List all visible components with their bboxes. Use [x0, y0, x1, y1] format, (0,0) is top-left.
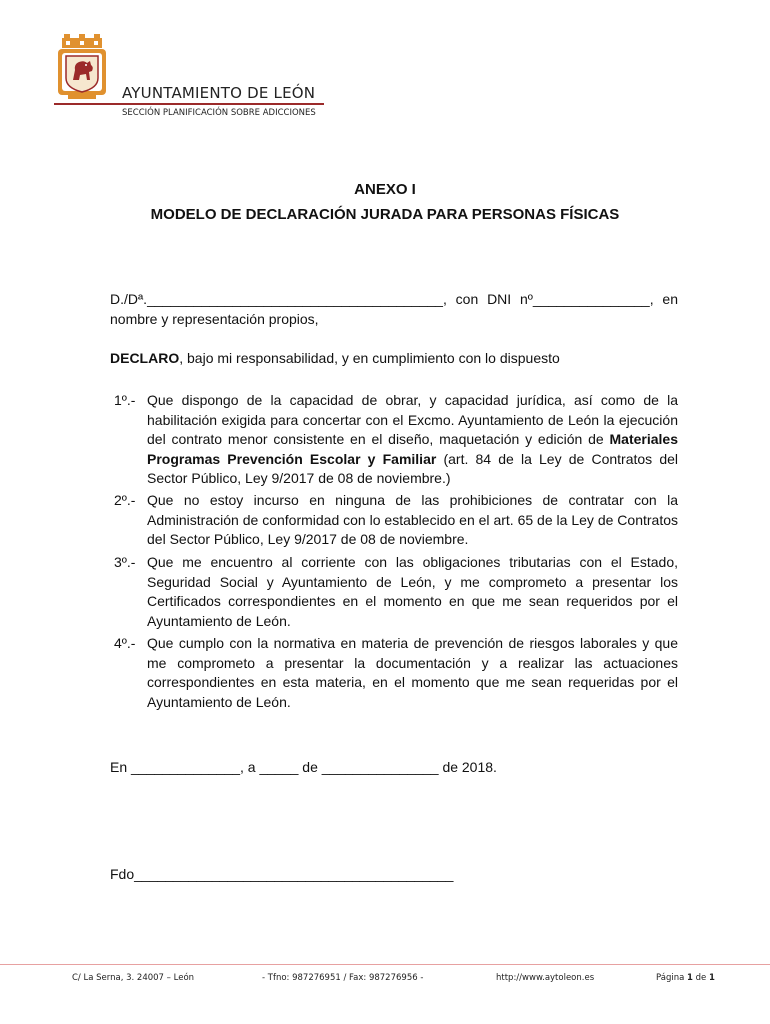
- page-current: 1: [687, 973, 693, 983]
- letterhead: [54, 34, 334, 124]
- footer-address: C/ La Serna, 3. 24007 – León: [72, 973, 195, 983]
- page-label: Página: [656, 973, 685, 983]
- page-total: 1: [708, 973, 715, 983]
- intro-suffix: , en nombre y representación propios,: [110, 291, 678, 327]
- item-number: 3º.-: [114, 554, 136, 570]
- footer-phone: - Tfno: 987276951 / Fax: 987276956 -: [262, 973, 424, 983]
- declaration-item: [110, 491, 678, 550]
- footer-website: http://www.aytoleon.es: [496, 973, 595, 983]
- signature-line: Fdo_________________________________________: [110, 866, 454, 882]
- date-place-line: En ______________, a _____ de _______________ de 2018.: [110, 759, 497, 775]
- declarant-intro: [110, 290, 678, 329]
- page-number: [656, 973, 715, 983]
- letterhead-divider: [54, 103, 324, 105]
- dni-blank: _______________: [532, 291, 650, 307]
- declarant-prefix: D./Dª.: [110, 291, 148, 307]
- footer-divider: [0, 964, 770, 965]
- item-text: Que no estoy incurso en ninguna de las prohibiciones de contratar con la Administración de conformidad con lo establecido en el art. 65 de la Ley de Contratos del Sector Público, Ley 9/2017 de 08 de noviembre.: [147, 492, 678, 547]
- leon-coat-of-arms-icon: [54, 34, 110, 102]
- item-number: 2º.-: [114, 492, 136, 508]
- name-blank: ______________________________________: [147, 291, 443, 307]
- item-text: [147, 391, 678, 489]
- declaro-keyword: DECLARO: [110, 350, 180, 366]
- item-number: 4º.-: [114, 635, 136, 651]
- document-title: MODELO DE DECLARACIÓN JURADA PARA PERSONAS FÍSICAS: [150, 206, 620, 223]
- annex-title: ANEXO I: [354, 181, 416, 198]
- item-text: Que me encuentro al corriente con las obligaciones tributarias con el Estado, Seguridad Social y Ayuntamiento de León, y me comprometo a presentar los Certificados correspondientes en el momento en que me sean requeridos por el Ayuntamiento de León.: [147, 554, 678, 629]
- organization-section: SECCIÓN PLANIFICACIÓN SOBRE ADICCIONES: [122, 108, 316, 118]
- item-text: Que cumplo con la normativa en materia de prevención de riesgos laborales y que me comprometo a presentar la documentación y a realizar las actuaciones correspondientes en esta materia, en el momento que me sean requeridas por el Ayuntamiento de León.: [147, 635, 678, 710]
- declaration-statement: [110, 349, 678, 369]
- organization-name: AYUNTAMIENTO DE LEÓN: [122, 84, 316, 102]
- declaration-item: [110, 553, 678, 631]
- page-of: de: [695, 973, 707, 983]
- dni-label: , con DNI nº: [442, 291, 533, 307]
- item-text-part: Que dispongo de la capacidad de obrar, y capacidad jurídica, así como de la habilitación exigida para concertar con el Excmo. Ayuntamiento de León la ejecución del contrato menor consistente en el diseño, maquetación y edición de: [147, 392, 678, 447]
- declaro-text: , bajo mi responsabilidad, y en cumplimiento con lo dispuesto: [179, 350, 560, 366]
- declaration-item: [110, 391, 678, 489]
- declaration-item: [110, 634, 678, 712]
- item-text-part: (art. 84 de la Ley de Contratos del Sector Público, Ley 9/2017 de 08 de noviembre.): [147, 450, 678, 486]
- item-number: 1º.-: [114, 392, 136, 408]
- item-text-bold: Materiales Programas Prevención Escolar y Familiar: [147, 431, 678, 467]
